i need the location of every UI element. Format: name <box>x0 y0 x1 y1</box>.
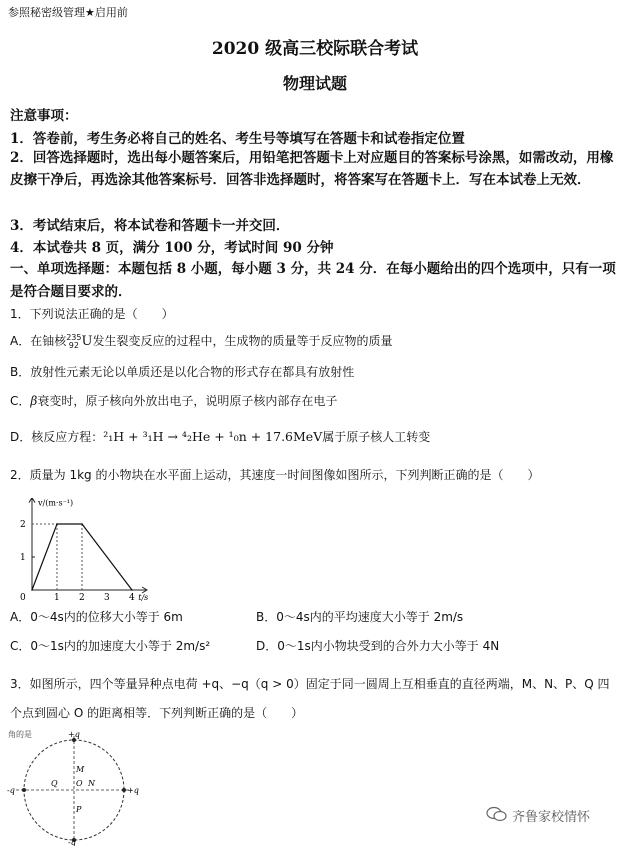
q2-option-d: D．0～1s内小物块受到的合外力大小等于 4N <box>256 639 500 653</box>
point-p-label: P <box>76 805 82 814</box>
x-tick-label: 0 <box>20 593 26 602</box>
y-axis-label: v/(m·s⁻¹) <box>38 498 74 508</box>
y-tick-label: 1 <box>20 553 26 563</box>
notes-heading: 注意事项： <box>10 108 78 124</box>
notes-item-1: 1．答卷前，考生务必将自己的姓名、考生号等填写在答题卡和试卷指定位置 <box>10 131 465 147</box>
data-point <box>31 589 33 591</box>
q1-option-c-pre: C． <box>10 394 31 408</box>
q1-option-d-pre: D．核反应方程： <box>10 430 104 444</box>
x-tick-label: 2 <box>79 593 85 602</box>
charge-bottom-label: -q <box>68 838 76 846</box>
data-point <box>56 523 58 525</box>
watermark-text: 齐鲁家校情怀 <box>512 810 591 825</box>
q2-option-b: B．0～4s内的平均速度大小等于 2m/s <box>256 610 464 624</box>
atomic-number: 92 <box>68 340 79 350</box>
figure-caption: 角的是 <box>8 730 32 739</box>
q1-option-a-post: 发生裂变反应的过程中，生成物的质量等于反应物的质量 <box>92 334 393 348</box>
charge-right-dot <box>122 788 126 792</box>
q1-option-d <box>10 428 620 445</box>
nuclear-equation: ²₁H + ³₁H → ⁴₂He + ¹₀n + 17.6MeV <box>103 429 323 444</box>
velocity-time-chart <box>8 498 183 602</box>
notes-item-4: 4．本试卷共 8 页，满分 100 分，考试时间 90 分钟 <box>10 240 334 256</box>
uranium-symbol: U <box>81 334 93 349</box>
wechat-icon <box>486 806 508 822</box>
charge-top-label: +q <box>68 730 80 739</box>
beta-symbol: β <box>30 394 38 408</box>
x-axis-label: t/s <box>138 593 149 602</box>
q1-option-a <box>10 332 620 350</box>
point-m-label: M <box>76 765 85 774</box>
x-tick-label: 1 <box>54 593 60 602</box>
q2-stem: 2．质量为 1kg 的小物块在水平面上运动，其速度一时间图像如图所示，下列判断正确的是（ ） <box>10 468 540 482</box>
data-point <box>131 589 133 591</box>
q1-option-d-post: 属于原子核人工转变 <box>322 430 431 444</box>
exam-title: 2020 级高三校际联合考试 <box>211 39 419 59</box>
point-n-label: N <box>88 779 95 788</box>
nuclide-numbers <box>66 334 81 350</box>
point-q-label: Q <box>51 779 58 788</box>
center-o-label: O <box>76 779 83 788</box>
section1-heading: 一、单项选择题：本题包括 8 小题，每小题 3 分，共 24 分．在每小题给出的四个选项中，只有一项是符合题目要求的． <box>10 261 616 300</box>
charges-circle-figure <box>6 728 146 846</box>
mass-number: 235 <box>66 332 82 342</box>
x-tick-label: 3 <box>104 593 110 602</box>
q3-stem-line2: 个点到圆心 O 的距离相等．下列判断正确的是（ ） <box>10 706 304 720</box>
notes-item-2: 2．回答选择题时，选出每小题答案后，用铅笔把答题卡上对应题目的答案标号涂黑，如需改动，用橡皮擦干净后，再选涂其他答案标号．回答非选择题时，将答案写在答题卡上．写在本试卷上无效． <box>10 150 614 188</box>
charge-left-label: -q <box>7 786 15 795</box>
secret-note: 参照秘密级管理★启用前 <box>8 6 128 19</box>
q3-stem-line1: 3．如图所示，四个等量异种点电荷 +q、−q（q > 0）固定于同一圆周上互相垂直的直径两端，M、N、P、Q 四 <box>10 677 610 691</box>
notes-item-3: 3．考试结束后，将本试卷和答题卡一并交回． <box>10 218 290 234</box>
charge-left-dot <box>22 788 26 792</box>
q1-stem: 1．下列说法正确的是（ ） <box>10 307 174 321</box>
q2-option-c: C．0～1s内的加速度大小等于 2m/s² <box>10 639 211 653</box>
q1-option-c-post: 衰变时，原子核向外放出电子，说明原子核内部存在电子 <box>37 394 338 408</box>
data-point <box>81 523 83 525</box>
y-tick-label: 2 <box>20 520 26 530</box>
subject-title: 物理试题 <box>282 74 347 93</box>
q1-option-a-pre: A．在铀核 <box>10 334 67 348</box>
q2-option-a: A．0～4s内的位移大小等于 6m <box>10 610 183 624</box>
x-tick-label: 4 <box>129 593 135 602</box>
charge-right-label: +q <box>127 786 139 795</box>
q1-option-c <box>10 392 620 409</box>
q1-option-b: B．放射性元素无论以单质还是以化合物的形式存在都具有放射性 <box>10 365 355 379</box>
